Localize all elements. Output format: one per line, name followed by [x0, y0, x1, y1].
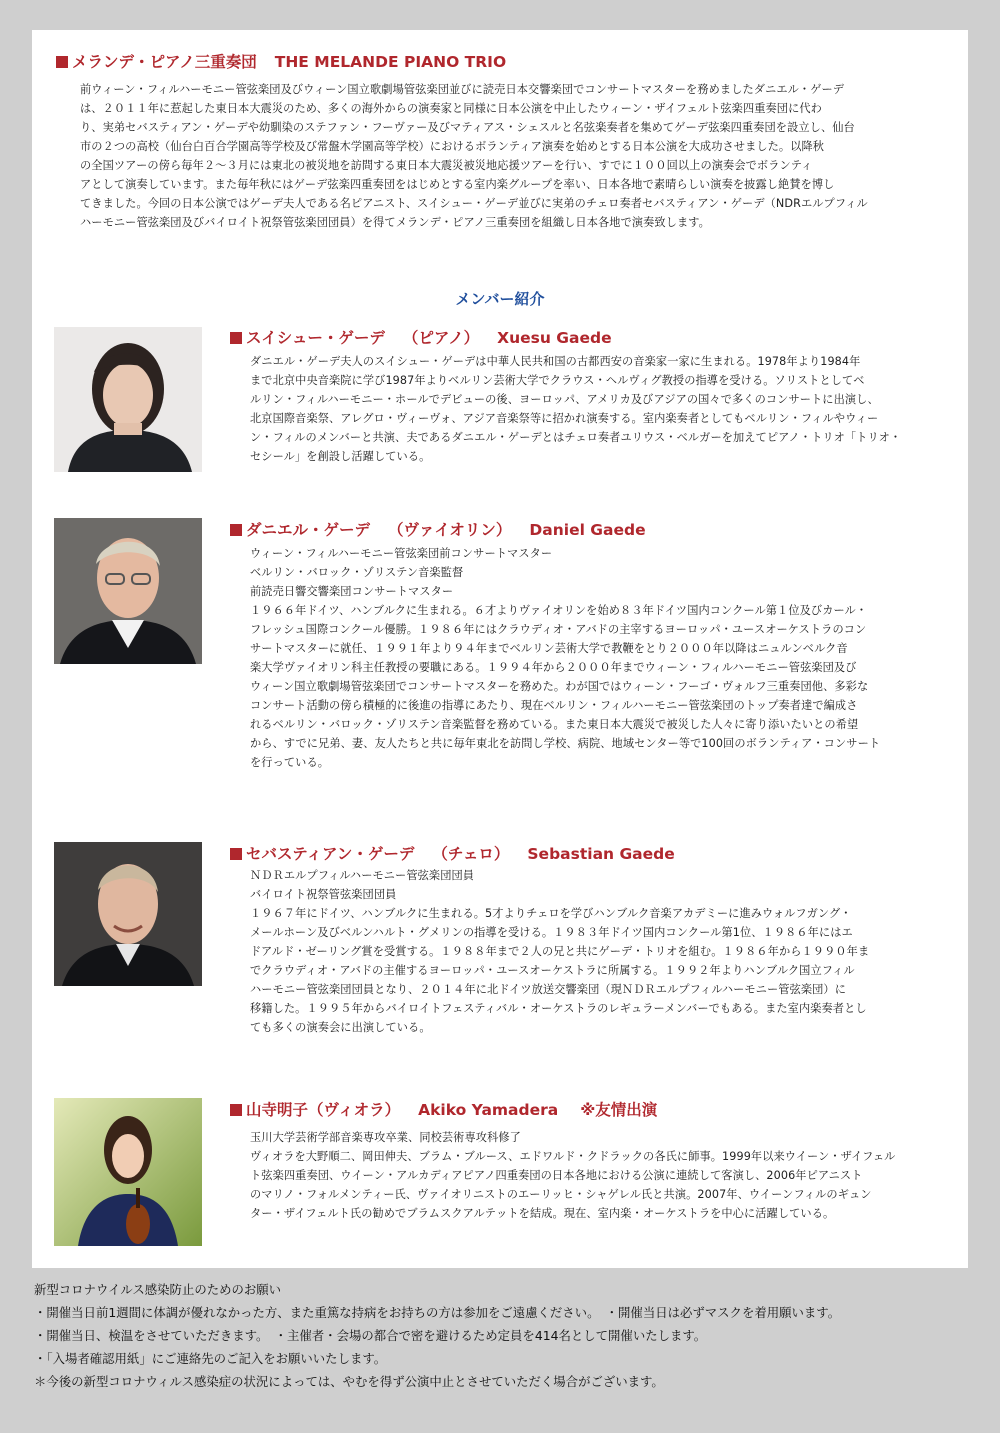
text-line: バイロイト祝祭管弦楽団団員: [250, 888, 397, 901]
text-line: ウィーン国立歌劇場管弦楽団でコンサートマスターを務めた。わが国ではウィーン・フーゴ・ヴォルフ三重奏団他、多彩な: [250, 680, 869, 693]
member-title-xuesu: [230, 326, 612, 348]
member-name-en: Daniel Gaede: [529, 521, 646, 539]
covid-notice: [34, 1278, 974, 1393]
text-line: れるベルリン・バロック・ゾリステン音楽監督を務めている。また東日本大震災で被災した人々に寄り添いたいとの希望: [250, 718, 859, 731]
notice-line: ・「入場者確認用紙」にご連絡先のご記入をお願いいたします。: [34, 1351, 387, 1366]
square-bullet-icon: [56, 56, 68, 68]
notice-heading: 新型コロナウイルス感染防止のためのお願い: [34, 1282, 282, 1297]
text-line: ダニエル・ゲーデ夫人のスイシュー・ゲーデは中華人民共和国の古都西安の音楽家一家に生まれる。1978年より1984年: [250, 355, 861, 368]
text-line: 玉川大学芸術学部音楽専攻卒業、同校芸術専攻科修了: [250, 1131, 521, 1144]
member-title-daniel: [230, 518, 646, 540]
member-name-en: Akiko Yamadera: [418, 1101, 559, 1119]
text-line: 前ウィーン・フィルハーモニー管弦楽団及びウィーン国立歌劇場管弦楽団並びに読売日本交響楽団でコンサートマスターを務めましたダニエル・ゲーデ: [80, 83, 845, 96]
trio-description: [80, 80, 952, 232]
text-line: ても多くの演奏会に出演している。: [250, 1021, 431, 1034]
text-line: セシール」を創設し活躍している。: [250, 450, 431, 463]
member-photo-xuesu: [54, 327, 202, 472]
text-line: 北京国際音楽祭、アレグロ・ヴィーヴォ、アジア音楽祭等に招かれ演奏する。室内楽奏者としてもベルリン・フィルやウィー: [250, 412, 879, 425]
text-line: り、実弟セバスティアン・ゲーデや幼馴染のステファン・フーヴァー及びマティアス・シェスルと名弦楽奏者を集めてゲーデ弦楽四重奏団を設立し、仙台: [80, 121, 855, 134]
notice-line: ・開催当日前1週間に体調が優れなかった方、また重篤な持病をお持ちの方は参加をご遠慮ください。 ・開催当日は必ずマスクを着用願います。: [34, 1305, 841, 1320]
text-line: 市の２つの高校（仙台白百合学園高等学校及び常盤木学園高等学校）におけるボランティア演奏を始めとする日本公演を大成功させました。以降秋: [80, 140, 825, 153]
member-name-ja: セバスティアン・ゲーデ: [246, 845, 415, 863]
text-line: の全国ツアーの傍ら毎年２～３月には東北の被災地を訪問する東日本大震災被災地応援ツアーを行い、すでに１００回以上の演奏会でボランティ: [80, 159, 813, 172]
notice-line: ・開催当日、検温をさせていただきます。 ・主催者・会場の都合で密を避けるため定員を414名として開催いたします。: [34, 1328, 707, 1343]
text-line: 前読売日響交響楽団コンサートマスター: [250, 585, 454, 598]
text-line: を行っている。: [250, 756, 330, 769]
member-role: （ピアノ）: [402, 329, 480, 347]
member-photo-akiko: [54, 1098, 202, 1246]
text-line: アとして演奏しています。また毎年秋にはゲーデ弦楽四重奏団をはじめとする室内楽グループを率い、日本各地で素晴らしい演奏を披露し絶賛を博し: [80, 178, 835, 191]
trio-title-ja: メランデ・ピアノ三重奏団: [72, 53, 257, 71]
member-note: ※友情出演: [580, 1101, 658, 1119]
text-line: ＮＤＲエルプフィルハーモニー管弦楽団団員: [250, 869, 475, 882]
member-name-ja: スイシュー・ゲーデ: [246, 329, 385, 347]
member-bio-xuesu: [250, 352, 950, 466]
text-line: でクラウディオ・アバドの主催するヨーロッパ・ユースオーケストラに所属する。１９９２年よりハンブルク国立フィル: [250, 964, 855, 977]
notice-line: ＊今後の新型コロナウィルス感染症の状況によっては、やむを得ず公演中止とさせていただく場合がございます。: [34, 1374, 664, 1389]
member-photo-daniel: [54, 518, 202, 664]
member-role: （ヴィオラ）: [308, 1101, 401, 1119]
text-line: １９６７年にドイツ、ハンブルクに生まれる。5才よりチェロを学びハンブルク音楽アカデミーに進みウォルフガング・: [250, 907, 852, 920]
text-line: ウィーン・フィルハーモニー管弦楽団前コンサートマスター: [250, 547, 553, 560]
member-name-en: Xuesu Gaede: [497, 329, 612, 347]
member-name-en: Sebastian Gaede: [527, 845, 675, 863]
member-title-akiko: [230, 1098, 657, 1120]
text-line: コンサート活動の傍ら積極的に後進の指導にあたり、現在ベルリン・フィルハーモニー管弦楽団のトップ奏者達で編成さ: [250, 699, 858, 712]
text-line: のマリノ・フォルメンティー氏、ヴァイオリニストのエーリッヒ・シャゲレル氏と共演。2007年、ウイーンフィルのギュン: [250, 1188, 872, 1201]
text-line: ヴィオラを大野順二、岡田伸夫、ブラム・ブルース、エドワルド・クドラックの各氏に師事。1999年以来ウイーン・ザイフェル: [250, 1150, 896, 1163]
square-bullet-icon: [230, 1104, 242, 1116]
text-line: メールホーン及びベルンハルト・グメリンの指導を受ける。１９８３年ドイツ国内コンクール第1位、１９８６年にはエ: [250, 926, 853, 939]
text-line: ハーモニー管弦楽団及びバイロイト祝祭管弦楽団団員）を得てメランデ・ピアノ三重奏団を組織し日本各地で演奏致します。: [80, 216, 710, 229]
text-line: から、すでに兄弟、妻、友人たちと共に毎年東北を訪問し学校、病院、地域センター等で100回のボランティア・コンサート: [250, 737, 881, 750]
text-line: ハーモニー管弦楽団団員となり、２０１４年に北ドイツ放送交響楽団（現ＮＤＲエルプフィルハーモニー管弦楽団）に: [250, 983, 847, 996]
member-bio-daniel: [250, 544, 950, 772]
text-line: 移籍した。１９９５年からバイロイトフェスティバル・オーケストラのレギュラーメンバーでもある。また室内楽奏者とし: [250, 1002, 867, 1015]
text-line: ト弦楽四重奏団、ウイーン・アルカディアピアノ四重奏団の日本各地における公演に連続して客演し、2006年ピアニスト: [250, 1169, 863, 1182]
member-name-ja: 山寺明子: [246, 1101, 309, 1119]
member-bio-akiko: [250, 1128, 950, 1223]
text-line: フレッシュ国際コンクール優勝。１９８６年にはクラウディオ・アバドの主宰するヨーロッパ・ユースオーケストラのコン: [250, 623, 867, 636]
text-line: ドアルド・ゼーリング賞を受賞する。１９８８年まで２人の兄と共にゲーデ・トリオを組む。１９８６年から１９９０年ま: [250, 945, 870, 958]
square-bullet-icon: [230, 848, 242, 860]
text-line: は、２０１１年に惹起した東日本大震災のため、多くの海外からの演奏家と同様に日本公演を中止したウィーン・ザイフェルト弦楽四重奏団に代わ: [80, 102, 822, 115]
member-role: （チェロ）: [432, 845, 510, 863]
square-bullet-icon: [230, 524, 242, 536]
text-line: ター・ザイフェルト氏の勧めでブラムスクアルテットを結成。現在、室内楽・オーケストラを中心に活躍している。: [250, 1207, 835, 1220]
text-line: ン・フィルのメンバーと共演、夫であるダニエル・ゲーデとはチェロ奏者ユリウス・ベルガーを加えてピアノ・トリオ「トリオ・: [250, 431, 902, 444]
trio-title: [56, 50, 506, 72]
member-title-sebastian: [230, 842, 675, 864]
text-line: サートマスターに就任、１９９１年より９４年までベルリン芸術大学で教鞭をとり２０００年以降はニュルンベルク音: [250, 642, 848, 655]
text-line: １９６６年ドイツ、ハンブルクに生まれる。６才よりヴァイオリンを始め８３年ドイツ国内コンクール第１位及びカール・: [250, 604, 868, 617]
member-photo-sebastian: [54, 842, 202, 986]
text-line: ベルリン・バロック・ゾリステン音楽監督: [250, 566, 464, 579]
text-line: ルリン・フィルハーモニー・ホールでデビューの後、ヨーロッパ、アメリカ及びアジアの国々で多くのコンサートに出演し、: [250, 393, 879, 406]
trio-title-en: THE MELANDE PIANO TRIO: [274, 53, 507, 71]
text-line: てきました。今回の日本公演ではゲーデ夫人である名ピアニスト、スイシュー・ゲーデ並びに実弟のチェロ奏者セバスティアン・ゲーデ（NDRエルプフィル: [80, 197, 868, 210]
members-heading: メンバー紹介: [455, 290, 545, 308]
member-bio-sebastian: [250, 866, 950, 1037]
text-line: 楽大学ヴァイオリン科主任教授の要職にある。１９９４年から２０００年までウィーン・フィルハーモニー管弦楽団及び: [250, 661, 857, 674]
text-line: まで北京中央音楽院に学び1987年よりベルリン芸術大学でクラウス・ヘルヴィグ教授の指導を受ける。ソリストとしてベ: [250, 374, 865, 387]
member-role: （ヴァイオリン）: [388, 521, 512, 539]
square-bullet-icon: [230, 332, 242, 344]
member-name-ja: ダニエル・ゲーデ: [246, 521, 371, 539]
